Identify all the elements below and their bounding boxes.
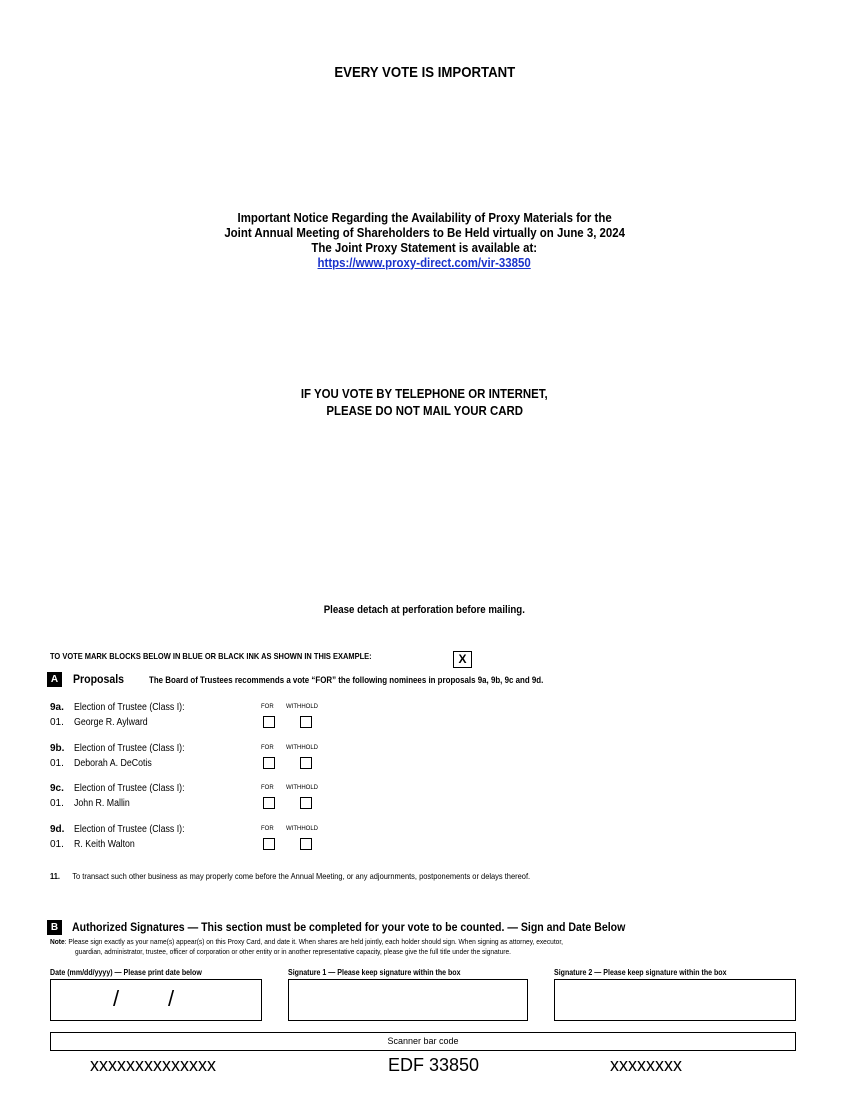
section-a-title: Proposals (73, 672, 125, 686)
proposal-9c (50, 783, 350, 813)
for-checkbox[interactable] (263, 838, 275, 850)
for-header: FOR (261, 826, 274, 832)
date-label: Date (mm/dd/yyyy) — Please print date below (50, 968, 202, 977)
proposal-number: 9a. (50, 702, 64, 713)
date-separator-2: / (168, 986, 175, 1011)
for-header: FOR (261, 785, 274, 791)
detach-instruction: Please detach at perforation before mailing. (323, 604, 526, 616)
notice-line-3: The Joint Proxy Statement is available at: (311, 240, 538, 255)
nominee-number: 01. (50, 798, 64, 809)
section-a-badge: A (47, 672, 62, 687)
signature-2-field[interactable] (554, 979, 796, 1021)
proposal-number: 9d. (50, 824, 65, 835)
section-a-description: The Board of Trustees recommends a vote “FOR” the following nominees in proposals 9a, 9b, 9c and 9d. (149, 675, 544, 685)
footer-right-code: xxxxxxxx (610, 1055, 682, 1075)
footer-left-code: xxxxxxxxxxxxxx (90, 1055, 216, 1075)
proposal-title: Election of Trustee (Class I): (74, 743, 185, 754)
for-checkbox[interactable] (263, 797, 275, 809)
proxy-materials-notice (0, 210, 849, 270)
footer-center-code: EDF 33850 (388, 1055, 480, 1075)
note-label: Note (50, 937, 65, 946)
date-separator-1: / (113, 986, 120, 1011)
telephone-internet-notice (0, 385, 849, 419)
section-b-title: Authorized Signatures — This section must be completed for your vote to be counted. — Sign and Date Below (72, 920, 626, 934)
telephone-notice-line-2: PLEASE DO NOT MAIL YOUR CARD (326, 403, 523, 418)
notice-line-2: Joint Annual Meeting of Shareholders to Be Held virtually on June 3, 2024 (224, 225, 625, 240)
nominee-number: 01. (50, 758, 64, 769)
for-checkbox[interactable] (263, 757, 275, 769)
section-b-badge: B (47, 920, 62, 935)
proposal-title: Election of Trustee (Class I): (74, 783, 185, 794)
proxy-statement-link[interactable]: https://www.proxy-direct.com/vir-33850 (317, 255, 532, 270)
page-heading: EVERY VOTE IS IMPORTANT (334, 64, 515, 81)
proposal-9b (50, 743, 350, 773)
example-mark-box: X (453, 651, 472, 668)
signature-1-field[interactable] (288, 979, 528, 1021)
proposal-title: Election of Trustee (Class I): (74, 824, 185, 835)
nominee-number: 01. (50, 717, 64, 728)
for-header: FOR (261, 745, 274, 751)
signature-1-label: Signature 1 — Please keep signature within the box (288, 968, 461, 977)
proposal-9a (50, 702, 350, 732)
item-text: To transact such other business as may properly come before the Annual Meeting, or any adjournments, postponements or delays thereof. (72, 871, 531, 881)
proposal-number: 9c. (50, 783, 64, 794)
withhold-header: WITHHOLD (286, 785, 318, 791)
telephone-notice-line-1: IF YOU VOTE BY TELEPHONE OR INTERNET, (301, 386, 548, 401)
withhold-checkbox[interactable] (300, 838, 312, 850)
other-business-item (50, 871, 596, 881)
signature-2-label: Signature 2 — Please keep signature within the box (554, 968, 727, 977)
proposal-9d (50, 824, 350, 854)
nominee-number: 01. (50, 839, 64, 850)
nominee-name: R. Keith Walton (74, 839, 135, 850)
nominee-name: John R. Mallin (74, 798, 130, 809)
for-header: FOR (261, 704, 274, 710)
withhold-checkbox[interactable] (300, 797, 312, 809)
for-checkbox[interactable] (263, 716, 275, 728)
notice-line-1: Important Notice Regarding the Availability of Proxy Materials for the (237, 210, 612, 225)
signature-note (50, 937, 633, 957)
withhold-checkbox[interactable] (300, 757, 312, 769)
proposal-title: Election of Trustee (Class I): (74, 702, 185, 713)
voting-instructions: TO VOTE MARK BLOCKS BELOW IN BLUE OR BLACK INK AS SHOWN IN THIS EXAMPLE: (50, 651, 372, 661)
nominee-name: George R. Aylward (74, 717, 148, 728)
withhold-checkbox[interactable] (300, 716, 312, 728)
note-line-2: guardian, administrator, trustee, officer of corporation or other entity or in another representative capacity, please give the full title under the signature. (75, 947, 511, 956)
item-number: 11. (50, 871, 60, 881)
scanner-bar-code: Scanner bar code (50, 1032, 796, 1051)
date-field[interactable] (50, 979, 262, 1021)
nominee-name: Deborah A. DeCotis (74, 758, 152, 769)
proposal-number: 9b. (50, 743, 65, 754)
note-line-1: : Please sign exactly as your name(s) appear(s) on this Proxy Card, and date it. When shares are held jointly, each holder should sign. When signing as attorney, executor, (64, 937, 563, 946)
withhold-header: WITHHOLD (286, 704, 318, 710)
withhold-header: WITHHOLD (286, 745, 318, 751)
withhold-header: WITHHOLD (286, 826, 318, 832)
